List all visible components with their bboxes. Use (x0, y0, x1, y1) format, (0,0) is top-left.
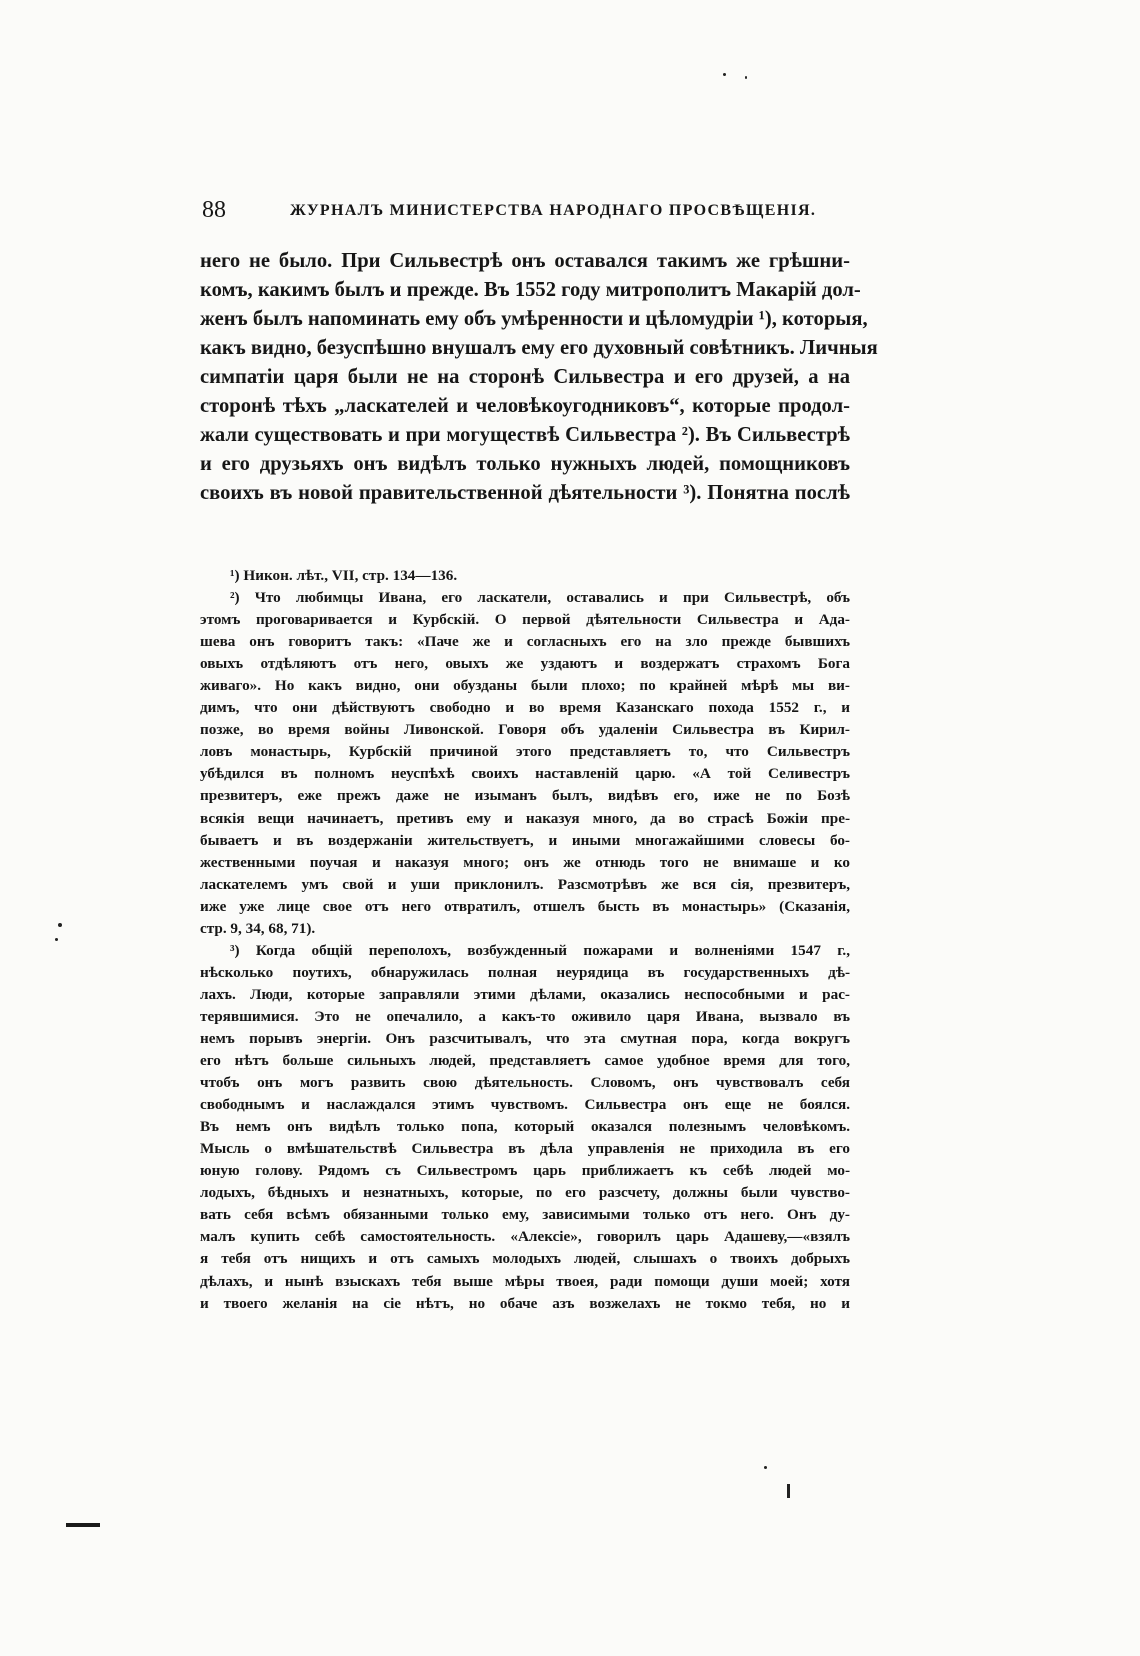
footnote-3-line: дѣлахъ, и нынѣ взыскахъ тебя выше мѣры твоея, ради помощи души моей; хотя (200, 1272, 850, 1290)
footnote-2-line: презвитеръ, еже прежъ даже не изыманъ былъ, видѣвъ его, иже не по Бозѣ (200, 787, 850, 805)
footnote-2-line: всякія вещи начинаетъ, претивъ ему и наказуя много, да во страсѣ Божіи пре- (200, 809, 850, 827)
scan-speck (764, 1466, 767, 1469)
footnote-3-line: малъ купить себѣ самостоятельность. «Алексіе», говорилъ царь Адашеву,—«взялъ (200, 1228, 850, 1246)
main-text (200, 247, 878, 508)
text-line: него не было. При Сильвестрѣ онъ оставался такимъ же грѣшни- (200, 250, 850, 272)
text-line: своихъ въ новой правительственной дѣятельности ³). Понятна послѣ (200, 482, 850, 504)
footnote-2-line: ²) Что любимцы Ивана, его ласкатели, оставались и при Сильвестрѣ, объ (230, 589, 850, 607)
footnote-3-line: и твоего желанія на сіе нѣтъ, но обаче азъ возжелахъ не токмо тебя, но и (200, 1294, 850, 1312)
footnote-3-line: лодыхъ, бѣдныхъ и незнатныхъ, которые, по его разсчету, должны были чувство- (200, 1184, 850, 1202)
footnote-3-line: терявшимися. Это не опечалило, а какъ-то оживило царя Ивана, вызвало въ (200, 1007, 850, 1025)
footnote-2-line: жественными поучая и наказуя много; онъ же отнюдь того не внимаше и ко (200, 853, 850, 871)
footnotes (200, 565, 850, 1315)
footnote-2-line: бываетъ и въ воздержаніи жительствуетъ, и иными многажайшими словесы бо- (200, 831, 850, 849)
footnote-3-line: юную голову. Рядомъ съ Сильвестромъ царь приближаетъ къ себѣ людей мо- (200, 1162, 850, 1180)
footnote-2-line: этомъ проговаривается и Курбскій. О первой дѣятельности Сильвестра и Ада- (200, 611, 850, 629)
scan-speck (55, 938, 58, 941)
footnote-3-line: нѣсколько поутихъ, обнаружилась полная неурядица въ государственныхъ дѣ- (200, 963, 850, 981)
footnote-2-line: иже уже лице свое отъ него отвратилъ, отшелъ бысть въ монастырь» (Сказанія, (200, 897, 850, 915)
footnote-3-line: немъ порывъ энергіи. Онъ разсчитывалъ, что эта смутная пора, когда вокругъ (200, 1029, 850, 1047)
text-line: какъ видно, безуспѣшно внушалъ ему его духовный совѣтникъ. Личныя (200, 337, 878, 359)
footnote-2-line: димъ, что они дѣйствуютъ свободно и во время Казанскаго похода 1552 г., и (200, 699, 850, 717)
text-line: сторонѣ тѣхъ „ласкателей и человѣкоугодниковъ“, которые продол- (200, 395, 850, 417)
text-line: женъ былъ напоминать ему объ умѣренности и цѣломудріи ¹), которыя, (200, 308, 868, 330)
footnote-3-line: ³) Когда общій переполохъ, возбужденный пожарами и волненіями 1547 г., (230, 941, 850, 959)
footnote-2-line: шева онъ говоритъ такъ: «Паче же и согласныхъ его на зло прежде бывшихъ (200, 633, 850, 651)
footnote-2-line: стр. 9, 34, 68, 71). (200, 919, 316, 937)
scan-speck (723, 73, 726, 76)
footnote-1: ¹) Никон. лѣт., VII, стр. 134—136. (230, 567, 458, 584)
footnote-2-line: живаго». Но какъ видно, они обузданы были плохо; по крайней мѣрѣ мы ви- (200, 677, 850, 695)
footnote-3-line: лахъ. Люди, которые заправляли этими дѣлами, оказались неспособными и рас- (200, 985, 850, 1003)
footnote-3-line: Въ немъ онъ видѣлъ только попа, который оказался полезнымъ человѣкомъ. (200, 1118, 850, 1136)
scan-speck (58, 923, 62, 927)
footnote-2-line: убѣдился въ полномъ неуспѣхѣ своихъ наставленій царю. «А той Селивестръ (200, 765, 850, 783)
journal-title: ЖУРНАЛЪ МИНИСТЕРСТВА НАРОДНАГО ПРОСВѢЩЕНІЯ. (290, 202, 817, 219)
running-header (202, 197, 852, 229)
text-line: жали существовать и при могуществѣ Сильвестра ²). Въ Сильвестрѣ (200, 424, 850, 446)
footnote-2-line: ловъ монастырь, Курбскій причиной этого представляетъ то, что Сильвестръ (200, 743, 850, 761)
footnote-2-line: ласкателемъ умъ свой и уши приклонилъ. Разсмотрѣвъ же вся сія, презвитеръ, (200, 875, 850, 893)
footnote-3-line: Мысль о вмѣшательствѣ Сильвестра въ дѣла управленія не приходила въ его (200, 1140, 850, 1158)
footnote-3-line: свободнымъ и наслаждался этимъ чувствомъ. Сильвестра онъ еще не боялся. (200, 1096, 850, 1114)
scan-speck (745, 76, 747, 79)
footnote-3-line: чтобъ онъ могъ развить свою дѣятельность. Словомъ, онъ чувствовалъ себя (200, 1074, 850, 1092)
margin-dash (66, 1523, 100, 1527)
footnote-2-line: позже, во время войны Ливонской. Говоря объ удаленіи Сильвестра въ Кирил- (200, 721, 850, 739)
text-line: симпатіи царя были не на сторонѣ Сильвестра и его друзей, а на (200, 366, 850, 388)
footnote-3-line: его нѣтъ больше сильныхъ людей, представляетъ самое удобное время для того, (200, 1052, 850, 1070)
page-number: 88 (202, 197, 226, 223)
scan-mark (787, 1484, 790, 1498)
footnote-3-line: вать себя всѣмъ обязанными только ему, зависимыми только отъ него. Онъ ду- (200, 1206, 850, 1224)
footnote-3-line: я тебя отъ нищихъ и отъ самыхъ молодыхъ людей, слышахъ о твоихъ добрыхъ (200, 1250, 850, 1268)
text-line: комъ, какимъ былъ и прежде. Въ 1552 году митрополитъ Макарій дол- (200, 279, 861, 301)
footnote-2-line: овыхъ отдѣляютъ отъ него, овыхъ же уздаютъ и воздержатъ страхомъ Бога (200, 655, 850, 673)
text-line: и его друзьяхъ онъ видѣлъ только нужныхъ людей, помощниковъ (200, 453, 850, 475)
